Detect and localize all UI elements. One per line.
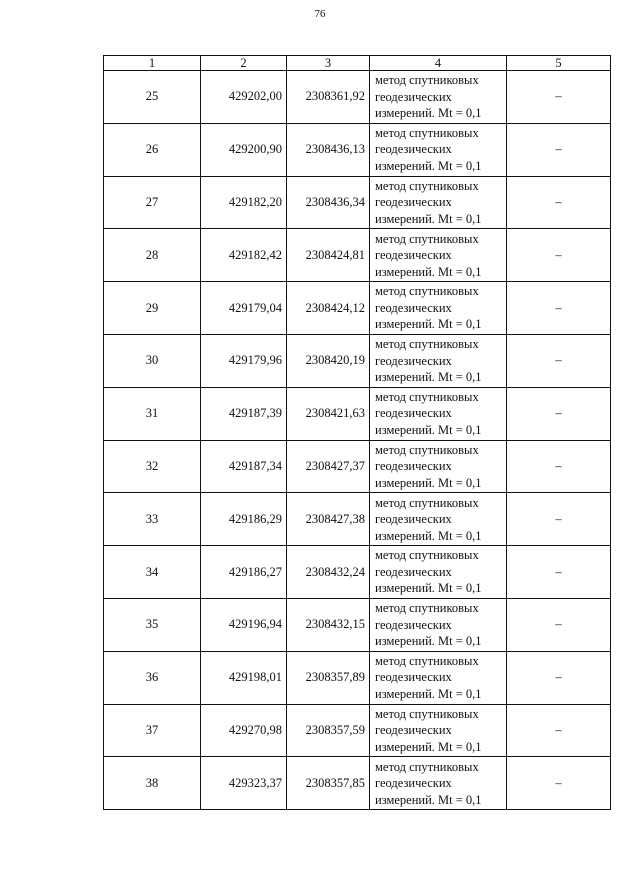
method-cell <box>370 546 507 599</box>
note-cell: – <box>507 387 611 440</box>
point-number-cell: 35 <box>104 598 201 651</box>
point-number-cell: 30 <box>104 334 201 387</box>
note-cell: – <box>507 546 611 599</box>
method-cell <box>370 334 507 387</box>
point-number-cell: 26 <box>104 123 201 176</box>
method-line: метод спутниковых <box>375 653 479 668</box>
note-cell: – <box>507 598 611 651</box>
coordinates-table <box>103 55 611 810</box>
method-line: геодезических <box>375 723 452 738</box>
coordinate-y-cell: 2308432,15 <box>287 598 370 651</box>
method-line: метод спутниковых <box>375 442 479 457</box>
coordinate-x-cell: 429186,29 <box>201 493 287 546</box>
point-number-cell: 36 <box>104 651 201 704</box>
method-line: геодезических <box>375 512 452 527</box>
coordinate-y-cell: 2308421,63 <box>287 387 370 440</box>
method-line: метод спутниковых <box>375 548 479 563</box>
method-line: геодезических <box>375 776 452 790</box>
method-line: геодезических <box>375 353 452 368</box>
method-line: геодезических <box>375 459 452 474</box>
method-line: измерений. Mt = 0,1 <box>375 264 482 279</box>
method-line: геодезических <box>375 670 452 685</box>
method-cell <box>370 282 507 335</box>
page-number: 76 <box>314 8 326 20</box>
coordinate-x-cell: 429198,01 <box>201 651 287 704</box>
coordinate-x-cell: 429179,04 <box>201 282 287 335</box>
coordinate-x-cell: 429186,27 <box>201 546 287 599</box>
method-line: метод спутниковых <box>375 706 479 721</box>
coordinate-y-cell: 2308357,89 <box>287 651 370 704</box>
table-row <box>104 229 611 282</box>
method-line: метод спутниковых <box>375 389 479 404</box>
point-number-cell: 27 <box>104 176 201 229</box>
coordinate-y-cell: 2308427,37 <box>287 440 370 493</box>
point-number-cell: 28 <box>104 229 201 282</box>
column-header: 1 <box>104 56 201 71</box>
table-row <box>104 440 611 493</box>
point-number-cell: 31 <box>104 387 201 440</box>
coordinate-y-cell: 2308357,85 <box>287 757 370 810</box>
method-line: геодезических <box>375 248 452 263</box>
method-line: измерений. Mt = 0,1 <box>375 634 482 649</box>
coordinate-y-cell: 2308436,13 <box>287 123 370 176</box>
method-cell <box>370 176 507 229</box>
method-cell <box>370 387 507 440</box>
coordinate-y-cell: 2308424,12 <box>287 282 370 335</box>
coordinate-y-cell: 2308361,92 <box>287 71 370 124</box>
method-cell <box>370 123 507 176</box>
method-cell <box>370 757 507 810</box>
column-header: 5 <box>507 56 611 71</box>
table-row <box>104 282 611 335</box>
table-row <box>104 334 611 387</box>
table-row <box>104 546 611 599</box>
table-body <box>104 71 611 810</box>
coordinate-x-cell: 429200,90 <box>201 123 287 176</box>
point-number-cell: 25 <box>104 71 201 124</box>
table-row <box>104 704 611 757</box>
point-number-cell: 32 <box>104 440 201 493</box>
method-line: измерений. Mt = 0,1 <box>375 739 482 754</box>
coordinate-x-cell: 429182,20 <box>201 176 287 229</box>
note-cell: – <box>507 123 611 176</box>
coordinate-y-cell: 2308424,81 <box>287 229 370 282</box>
note-cell: – <box>507 71 611 124</box>
coordinate-y-cell: 2308427,38 <box>287 493 370 546</box>
method-line: измерений. Mt = 0,1 <box>375 686 482 701</box>
coordinate-x-cell: 429270,98 <box>201 704 287 757</box>
table-row <box>104 123 611 176</box>
table-row <box>104 176 611 229</box>
note-cell: – <box>507 176 611 229</box>
method-cell <box>370 651 507 704</box>
note-cell: – <box>507 282 611 335</box>
method-line: метод спутниковых <box>375 759 479 774</box>
point-number-cell: 33 <box>104 493 201 546</box>
coordinate-y-cell: 2308357,59 <box>287 704 370 757</box>
method-line: геодезических <box>375 564 452 579</box>
method-line: метод спутниковых <box>375 231 479 246</box>
column-header: 4 <box>370 56 507 71</box>
table-header-row <box>104 56 611 71</box>
method-line: метод спутниковых <box>375 73 479 88</box>
note-cell: – <box>507 757 611 810</box>
method-line: измерений. Mt = 0,1 <box>375 792 482 807</box>
table-row <box>104 598 611 651</box>
note-cell: – <box>507 704 611 757</box>
method-line: измерений. Mt = 0,1 <box>375 158 482 173</box>
method-line: метод спутниковых <box>375 337 479 352</box>
method-cell <box>370 704 507 757</box>
coordinate-x-cell: 429323,37 <box>201 757 287 810</box>
coordinate-x-cell: 429187,34 <box>201 440 287 493</box>
method-cell <box>370 440 507 493</box>
point-number-cell: 37 <box>104 704 201 757</box>
coordinate-y-cell: 2308432,24 <box>287 546 370 599</box>
method-line: измерений. Mt = 0,1 <box>375 528 482 543</box>
method-line: геодезических <box>375 300 452 315</box>
note-cell: – <box>507 493 611 546</box>
method-line: геодезических <box>375 89 452 104</box>
method-cell <box>370 598 507 651</box>
coordinate-x-cell: 429187,39 <box>201 387 287 440</box>
coordinate-y-cell: 2308420,19 <box>287 334 370 387</box>
note-cell: – <box>507 229 611 282</box>
method-line: измерений. Mt = 0,1 <box>375 211 482 226</box>
method-line: метод спутниковых <box>375 601 479 616</box>
method-line: измерений. Mt = 0,1 <box>375 581 482 596</box>
coordinate-x-cell: 429202,00 <box>201 71 287 124</box>
note-cell: – <box>507 440 611 493</box>
coordinate-x-cell: 429196,94 <box>201 598 287 651</box>
method-line: метод спутниковых <box>375 284 479 299</box>
table-row <box>104 71 611 124</box>
table-row <box>104 651 611 704</box>
column-header: 2 <box>201 56 287 71</box>
point-number-cell: 38 <box>104 757 201 810</box>
table-row <box>104 493 611 546</box>
method-line: измерений. Mt = 0,1 <box>375 317 482 332</box>
table-row <box>104 757 611 810</box>
coordinate-y-cell: 2308436,34 <box>287 176 370 229</box>
method-line: метод спутниковых <box>375 495 479 510</box>
column-header: 3 <box>287 56 370 71</box>
method-line: измерений. Mt = 0,1 <box>375 106 482 121</box>
point-number-cell: 34 <box>104 546 201 599</box>
method-line: геодезических <box>375 617 452 632</box>
method-line: измерений. Mt = 0,1 <box>375 422 482 437</box>
method-line: измерений. Mt = 0,1 <box>375 475 482 490</box>
note-cell: – <box>507 334 611 387</box>
method-line: измерений. Mt = 0,1 <box>375 370 482 385</box>
method-line: геодезических <box>375 142 452 157</box>
coordinate-x-cell: 429182,42 <box>201 229 287 282</box>
point-number-cell: 29 <box>104 282 201 335</box>
coordinate-x-cell: 429179,96 <box>201 334 287 387</box>
method-cell <box>370 71 507 124</box>
table-row <box>104 387 611 440</box>
method-line: геодезических <box>375 406 452 421</box>
note-cell: – <box>507 651 611 704</box>
method-line: метод спутниковых <box>375 125 479 140</box>
method-line: геодезических <box>375 195 452 210</box>
method-cell <box>370 229 507 282</box>
method-line: метод спутниковых <box>375 178 479 193</box>
method-cell <box>370 493 507 546</box>
